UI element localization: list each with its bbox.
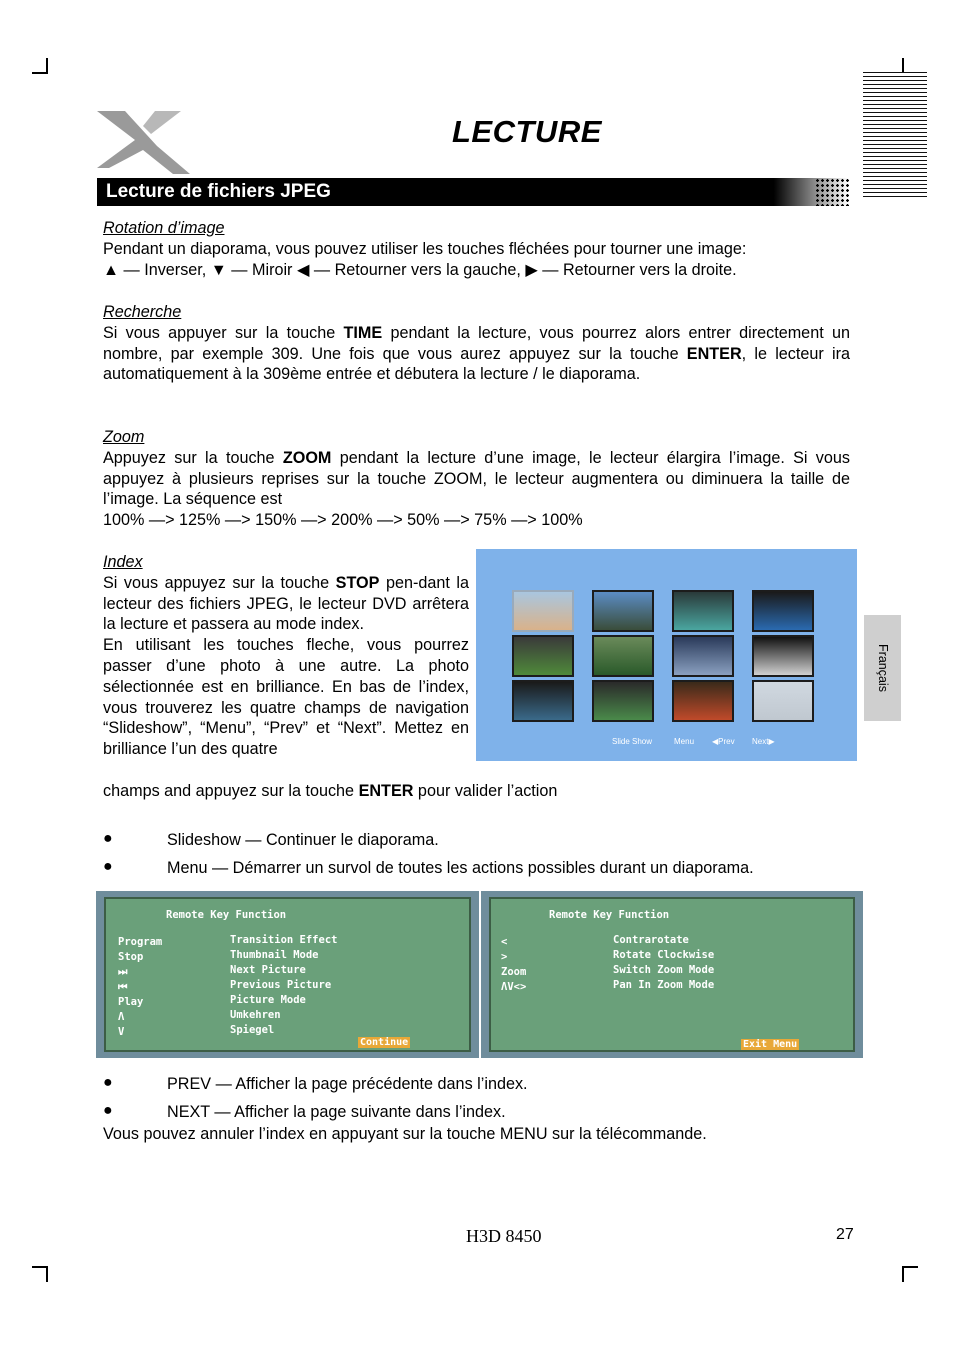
bullet-prev: PREV — Afficher la page précédente dans l’index.	[167, 1075, 528, 1093]
menu-screen	[489, 897, 855, 1052]
crop-mark-bottom-left	[32, 1266, 48, 1282]
thumbnail-image	[672, 680, 734, 722]
thumbnail-image	[592, 635, 654, 677]
continue-button[interactable]: Continue	[360, 1037, 409, 1048]
thumbnail-image	[752, 635, 814, 677]
menu-functions: Contrarotate Rotate Clockwise Switch Zoom Mode Pan In Zoom Mode	[613, 934, 715, 991]
recherche-heading: Recherche	[103, 303, 182, 321]
bullet-icon: ●	[103, 1074, 113, 1091]
language-tab	[864, 615, 901, 721]
bullet-icon: ●	[103, 830, 113, 847]
thumbnail-image	[512, 590, 574, 632]
model-name: H3D 8450	[466, 1226, 542, 1246]
index-text-1: Si vous appuyez sur la touche STOP pen-dant la lecteur des fichiers JPEG, le lecteur DVD arrêtera la lecture et passera au mode index.	[103, 573, 469, 634]
thumbnail-image	[592, 590, 654, 632]
index-screenshot	[476, 549, 857, 761]
thumbnail-image	[672, 590, 734, 632]
language-tab-label: Français	[875, 644, 890, 692]
thumbnail-image	[512, 680, 574, 722]
menu-title: Remote Key Function	[549, 909, 670, 921]
rotation-keys: ▲ — Inverser, ▼ — Miroir ◀ — Retourner vers la gauche, ▶ — Retourner vers la droite.	[103, 260, 737, 279]
bullet-icon: ●	[103, 1102, 113, 1119]
nav-menu[interactable]: Menu	[674, 737, 695, 746]
rotation-heading: Rotation d’image	[103, 219, 225, 237]
bullet-next: NEXT — Afficher la page suivante dans l’index.	[167, 1103, 506, 1121]
closing-text: Vous pouvez annuler l’index en appuyant sur la touche MENU sur la télécommande.	[103, 1125, 707, 1143]
index-heading: Index	[103, 553, 143, 571]
thumbnail-image	[752, 590, 814, 632]
nav-prev[interactable]: ◀Prev	[712, 737, 735, 746]
recherche-section	[103, 302, 850, 385]
nav-next[interactable]: Next▶	[752, 737, 775, 746]
brand-logo-icon	[95, 108, 195, 176]
menu-screenshot-right	[481, 891, 863, 1058]
rotation-section	[103, 218, 850, 280]
menu-title: Remote Key Function	[166, 909, 287, 921]
thumbnail-image	[512, 635, 574, 677]
exit-menu-button[interactable]: Exit Menu	[743, 1039, 798, 1050]
thumbnail-image	[672, 635, 734, 677]
zoom-text: Appuyez sur la touche ZOOM pendant la lecture d’une image, le lecteur élargira l’image. Si vous appuyez à plusieurs reprises sur la touche ZOOM, le lecteur augmentera ou diminuera la taille de l’image. La séquence est	[103, 448, 850, 509]
crop-mark-top-left	[32, 58, 48, 74]
bullet-icon: ●	[103, 858, 113, 875]
menu-functions: Transition Effect Thumbnail Mode Next Picture Previous Picture Picture Mode Umkehren Spiegel	[230, 934, 338, 1036]
thumbnail-image	[592, 680, 654, 722]
zoom-section	[103, 427, 850, 531]
index-section	[103, 552, 469, 760]
menu-keys: < > Zoom ΛV<>	[501, 936, 527, 993]
page-title: LECTURE	[452, 114, 602, 149]
menu-screen	[104, 897, 471, 1052]
bullet-slideshow: Slideshow — Continuer le diaporama.	[167, 831, 439, 849]
section-bar-pattern	[815, 178, 849, 206]
index-text-3: champs and appuyez sur la touche ENTER pour valider l’action	[103, 782, 558, 800]
thumbnail-image	[752, 680, 814, 722]
page-number: 27	[836, 1226, 854, 1243]
rotation-text: Pendant un diaporama, vous pouvez utiliser les touches fléchées pour tourner une image:	[103, 239, 747, 258]
section-heading-bar	[97, 178, 849, 206]
section-heading: Lecture de fichiers JPEG	[106, 181, 331, 202]
menu-screenshot-left	[96, 891, 479, 1058]
zoom-heading: Zoom	[103, 428, 145, 446]
recherche-text: Si vous appuyer sur la touche TIME pendant la lecture, vous pourrez alors entrer directement un nombre, par exemple 309. Une fois que vous aurez appuyez sur la touche ENTER, le lecteur ira automatiquement à la 309ème entrée et débutera la lecture / le diaporama.	[103, 323, 851, 384]
decorative-stripes	[863, 72, 927, 200]
crop-mark-bottom-right	[902, 1266, 918, 1282]
zoom-sequence: 100% —> 125% —> 150% —> 200% —> 50% —> 75% —> 100%	[103, 511, 583, 530]
nav-slideshow[interactable]: Slide Show	[612, 737, 653, 746]
menu-keys: Program Stop ⏭ ⏮ Play Λ V	[118, 936, 163, 1038]
index-text-2: En utilisant les touches fleche, vous pourrez passer d’une photo à une autre. La photo sélectionnée est en brilliance. En bas de l’index, vous trouverez les quatre champs de navigation “Slideshow”, “Menu”, “Prev” et “Next”. Mettez en brilliance l’un des quatre	[103, 636, 469, 759]
bullet-menu: Menu — Démarrer un survol de toutes les actions possibles durant un diaporama.	[167, 859, 754, 877]
